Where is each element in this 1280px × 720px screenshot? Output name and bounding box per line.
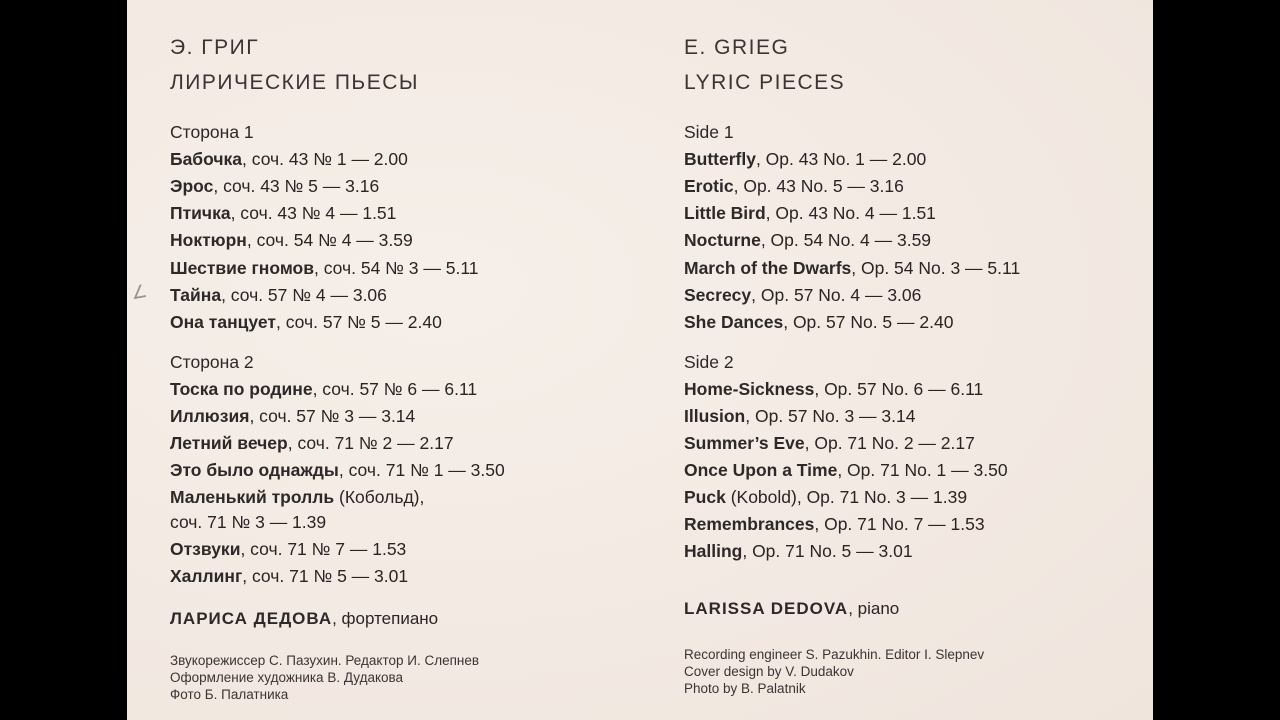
track-title: Тоска по родине bbox=[170, 379, 313, 399]
track-ru-continued bbox=[170, 512, 326, 533]
track-en bbox=[684, 379, 983, 400]
credit-line-ru: Оформление художника В. Дудакова bbox=[170, 670, 404, 685]
track-detail: , Op. 57 No. 3 — 3.14 bbox=[745, 406, 916, 426]
track-detail: , Op. 71 No. 3 — 1.39 bbox=[796, 487, 968, 507]
track-en bbox=[684, 230, 931, 251]
work-title-ru: ЛИРИЧЕСКИЕ ПЬЕСЫ bbox=[170, 71, 419, 94]
track-ru bbox=[170, 539, 406, 560]
side1-label-ru: Сторона 1 bbox=[170, 122, 254, 142]
track-title: Маленький тролль bbox=[170, 487, 335, 507]
performer-instrument: , фортепиано bbox=[332, 609, 439, 628]
track-detail: , Op. 57 No. 6 — 6.11 bbox=[814, 379, 984, 399]
track-ru bbox=[170, 379, 477, 400]
track-ru bbox=[170, 312, 442, 333]
track-detail: , Op. 54 No. 4 — 3.59 bbox=[760, 230, 932, 250]
track-ru bbox=[170, 203, 396, 224]
composer-ru: Э. ГРИГ bbox=[170, 36, 260, 59]
track-detail: , соч. 43 № 5 — 3.16 bbox=[213, 176, 380, 196]
track-title: Птичка bbox=[170, 203, 231, 223]
track-detail: , соч. 57 № 3 — 3.14 bbox=[249, 406, 416, 426]
pencil-mark-decoration: ∠ bbox=[129, 280, 149, 304]
track-title: Она танцует bbox=[170, 312, 276, 332]
track-ru bbox=[170, 433, 454, 454]
track-detail: , соч. 71 № 1 — 3.50 bbox=[338, 460, 505, 480]
track-ru bbox=[170, 176, 379, 197]
track-detail: , соч. 54 № 3 — 5.11 bbox=[313, 258, 479, 278]
track-title: Home-Sickness bbox=[684, 379, 815, 399]
track-detail: , Op. 71 No. 1 — 3.50 bbox=[837, 460, 1008, 480]
credit-line-en: Recording engineer S. Pazukhin. Editor I. Slepnev bbox=[684, 647, 985, 662]
track-title: Отзвуки bbox=[170, 539, 241, 559]
track-detail: , соч. 54 № 4 — 3.59 bbox=[246, 230, 413, 250]
composer-en: E. GRIEG bbox=[684, 36, 790, 59]
track-title: She Dances bbox=[684, 312, 784, 332]
credit-line-en: Cover design by V. Dudakov bbox=[684, 664, 854, 679]
track-en bbox=[684, 176, 904, 197]
track-detail: , Op. 43 No. 1 — 2.00 bbox=[755, 149, 927, 169]
track-title: Secrecy bbox=[684, 285, 752, 305]
track-title: Illusion bbox=[684, 406, 746, 426]
track-title: Тайна bbox=[170, 285, 222, 305]
track-detail: , Op. 43 No. 4 — 1.51 bbox=[765, 203, 936, 223]
track-detail: , соч. 57 № 4 — 3.06 bbox=[221, 285, 387, 305]
track-detail: , соч. 43 № 4 — 1.51 bbox=[230, 203, 397, 223]
track-en bbox=[684, 258, 1020, 279]
track-title: March of the Dwarfs bbox=[684, 258, 852, 278]
track-en bbox=[684, 433, 975, 454]
track-title: Little Bird bbox=[684, 203, 766, 223]
track-ru bbox=[170, 149, 408, 170]
track-en bbox=[684, 541, 913, 562]
credit-line-ru: Фото Б. Палатника bbox=[170, 687, 289, 702]
track-detail: , Op. 54 No. 3 — 5.11 bbox=[851, 258, 1021, 278]
track-alt-title: (Кобольд), bbox=[334, 487, 425, 507]
track-detail: , Op. 71 No. 7 — 1.53 bbox=[814, 514, 985, 534]
track-detail: , соч. 57 № 6 — 6.11 bbox=[312, 379, 478, 399]
record-sleeve-back bbox=[127, 0, 1153, 720]
track-en bbox=[684, 312, 953, 333]
credit-line-en: Photo by B. Palatnik bbox=[684, 681, 806, 696]
track-title: Это было однажды bbox=[170, 460, 339, 480]
track-title: Бабочка bbox=[170, 149, 243, 169]
track-alt-title: (Kobold) bbox=[725, 487, 797, 507]
track-ru bbox=[170, 460, 505, 481]
track-title: Иллюзия bbox=[170, 406, 250, 426]
track-detail: , соч. 71 № 7 — 1.53 bbox=[240, 539, 407, 559]
track-detail: , Op. 57 No. 4 — 3.06 bbox=[751, 285, 922, 305]
track-en bbox=[684, 203, 936, 224]
track-title: Erotic bbox=[684, 176, 734, 196]
performer-name: ЛАРИСА ДЕДОВА bbox=[170, 609, 333, 628]
track-ru bbox=[170, 487, 424, 508]
track-title: Remembrances bbox=[684, 514, 815, 534]
track-en bbox=[684, 487, 967, 508]
track-title: Halling bbox=[684, 541, 743, 561]
track-title: Ноктюрн bbox=[170, 230, 247, 250]
track-detail: соч. 71 № 3 — 1.39 bbox=[170, 512, 327, 532]
track-en bbox=[684, 285, 921, 306]
performer-instrument: , piano bbox=[848, 599, 900, 618]
track-en bbox=[684, 406, 915, 427]
performer-ru bbox=[170, 609, 438, 629]
track-detail: , соч. 71 № 2 — 2.17 bbox=[287, 433, 454, 453]
track-en bbox=[684, 149, 926, 170]
track-title: Халлинг bbox=[170, 566, 243, 586]
track-title: Puck bbox=[684, 487, 726, 507]
track-detail: , соч. 57 № 5 — 2.40 bbox=[275, 312, 442, 332]
track-ru bbox=[170, 406, 415, 427]
track-en bbox=[684, 460, 1008, 481]
side2-label-en: Side 2 bbox=[684, 352, 734, 372]
work-title-en: LYRIC PIECES bbox=[684, 71, 846, 94]
track-title: Летний вечер bbox=[170, 433, 288, 453]
track-detail: , Op. 57 No. 5 — 2.40 bbox=[783, 312, 954, 332]
track-detail: , Op. 71 No. 5 — 3.01 bbox=[742, 541, 913, 561]
track-ru bbox=[170, 258, 479, 279]
performer-en bbox=[684, 599, 899, 619]
performer-name: LARISSA DEDOVA bbox=[684, 599, 849, 618]
track-detail: , соч. 43 № 1 — 2.00 bbox=[242, 149, 408, 169]
track-ru bbox=[170, 285, 387, 306]
side1-label-en: Side 1 bbox=[684, 122, 734, 142]
track-ru bbox=[170, 566, 408, 587]
track-en bbox=[684, 514, 985, 535]
credit-line-ru: Звукорежиссер С. Пазухин. Редактор И. Слепнев bbox=[170, 653, 480, 668]
track-title: Nocturne bbox=[684, 230, 761, 250]
track-title: Summer’s Eve bbox=[684, 433, 805, 453]
track-detail: , Op. 43 No. 5 — 3.16 bbox=[733, 176, 904, 196]
track-title: Шествие гномов bbox=[170, 258, 314, 278]
side2-label-ru: Сторона 2 bbox=[170, 352, 254, 372]
track-detail: , Op. 71 No. 2 — 2.17 bbox=[804, 433, 975, 453]
track-detail: , соч. 71 № 5 — 3.01 bbox=[242, 566, 409, 586]
track-title: Once Upon a Time bbox=[684, 460, 838, 480]
track-title: Butterfly bbox=[684, 149, 756, 169]
track-title: Эрос bbox=[170, 176, 214, 196]
track-ru bbox=[170, 230, 413, 251]
